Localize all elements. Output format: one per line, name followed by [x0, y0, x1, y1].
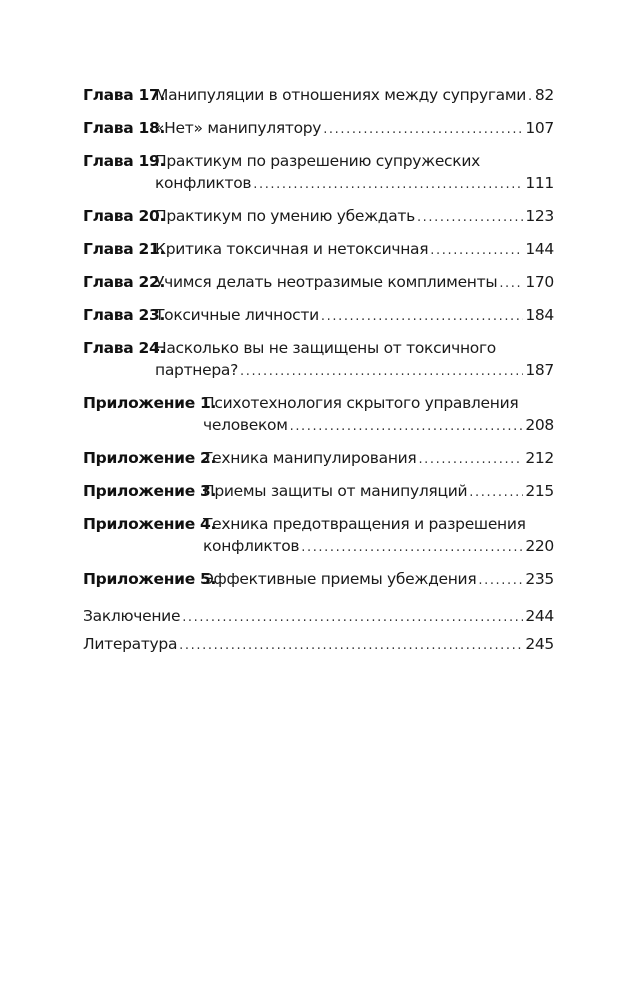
toc-entry-chapter-18 [83, 117, 554, 139]
chapter-label: Глава 19. [83, 152, 166, 170]
appendix-title-continued: человеком [203, 416, 288, 434]
page-number: 235 [525, 570, 554, 588]
chapter-label: Глава 18. [83, 119, 166, 137]
toc-entry-chapter-21 [83, 238, 554, 260]
chapter-title: Практикум по умению убеждать [155, 207, 415, 225]
page-number: 245 [525, 635, 554, 653]
dot-leader [301, 537, 523, 559]
dot-leader [290, 416, 524, 438]
chapter-label: Глава 24. [83, 339, 166, 357]
table-of-contents [83, 84, 554, 666]
dot-leader [469, 482, 523, 504]
chapter-label: Глава 17. [83, 86, 166, 104]
page-number: 123 [525, 207, 554, 225]
dot-leader [253, 174, 523, 196]
chapter-title: Учимся делать неотразимые комплименты [155, 273, 498, 291]
dot-leader [430, 240, 523, 262]
toc-entry-conclusion [83, 605, 554, 627]
appendix-label: Приложение 3. [83, 482, 217, 500]
dot-leader [179, 635, 523, 657]
chapter-title: Практикум по разрешению супружеских [155, 152, 480, 170]
endmatter-title: Заключение [83, 607, 181, 625]
page-number: 184 [525, 306, 554, 324]
appendix-title-continued: конфликтов [203, 537, 300, 555]
toc-entry-chapter-23 [83, 304, 554, 326]
page-number: 111 [525, 174, 554, 192]
toc-entry-chapter-22 [83, 271, 554, 293]
dot-leader [321, 306, 523, 328]
dot-leader [240, 361, 523, 383]
toc-entry-appendix-2 [83, 447, 554, 469]
appendix-label: Приложение 5. [83, 570, 217, 588]
appendix-title: Эффективные приемы убеждения [203, 570, 477, 588]
toc-entry-appendix-4 [83, 513, 554, 557]
chapter-label: Глава 21. [83, 240, 166, 258]
page-number: 107 [525, 119, 554, 137]
toc-entry-chapter-24 [83, 337, 554, 381]
toc-entry-chapter-19 [83, 150, 554, 194]
dot-leader [499, 273, 523, 295]
dot-leader [182, 607, 523, 629]
dot-leader [418, 449, 523, 471]
page-number: 220 [525, 537, 554, 555]
dot-leader [528, 86, 533, 108]
toc-entry-chapter-20 [83, 205, 554, 227]
dot-leader [478, 570, 523, 592]
chapter-label: Глава 20. [83, 207, 166, 225]
appendix-title: Техника предотвращения и разрешения [203, 515, 526, 533]
appendix-label: Приложение 2. [83, 449, 217, 467]
page-number: 144 [525, 240, 554, 258]
appendix-label: Приложение 4. [83, 515, 217, 533]
dot-leader [323, 119, 523, 141]
chapter-title-continued: партнера? [155, 361, 239, 379]
chapter-title: Манипуляции в отношениях между супругами [155, 86, 527, 104]
chapter-label: Глава 22. [83, 273, 166, 291]
dot-leader [417, 207, 523, 229]
toc-entry-chapter-17 [83, 84, 554, 106]
toc-entry-literature [83, 633, 554, 655]
chapter-title: Насколько вы не защищены от токсичного [155, 339, 496, 357]
toc-entry-appendix-1 [83, 392, 554, 436]
page-number: 244 [525, 607, 554, 625]
chapter-title: «Нет» манипулятору [155, 119, 322, 137]
page-number: 215 [525, 482, 554, 500]
page-number: 187 [525, 361, 554, 379]
page-number: 170 [525, 273, 554, 291]
toc-entry-appendix-5 [83, 568, 554, 590]
endmatter-title: Литература [83, 635, 178, 653]
appendix-label: Приложение 1. [83, 394, 217, 412]
page-number: 208 [525, 416, 554, 434]
chapter-title-continued: конфликтов [155, 174, 252, 192]
chapter-label: Глава 23. [83, 306, 166, 324]
appendix-title: Техника манипулирования [203, 449, 417, 467]
appendix-title: Приемы защиты от манипуляций [203, 482, 468, 500]
appendix-title: Психотехнология скрытого управления [203, 394, 519, 412]
chapter-title: Токсичные личности [155, 306, 319, 324]
toc-entry-appendix-3 [83, 480, 554, 502]
page-number: 82 [534, 86, 554, 104]
chapter-title: Критика токсичная и нетоксичная [155, 240, 429, 258]
page-number: 212 [525, 449, 554, 467]
